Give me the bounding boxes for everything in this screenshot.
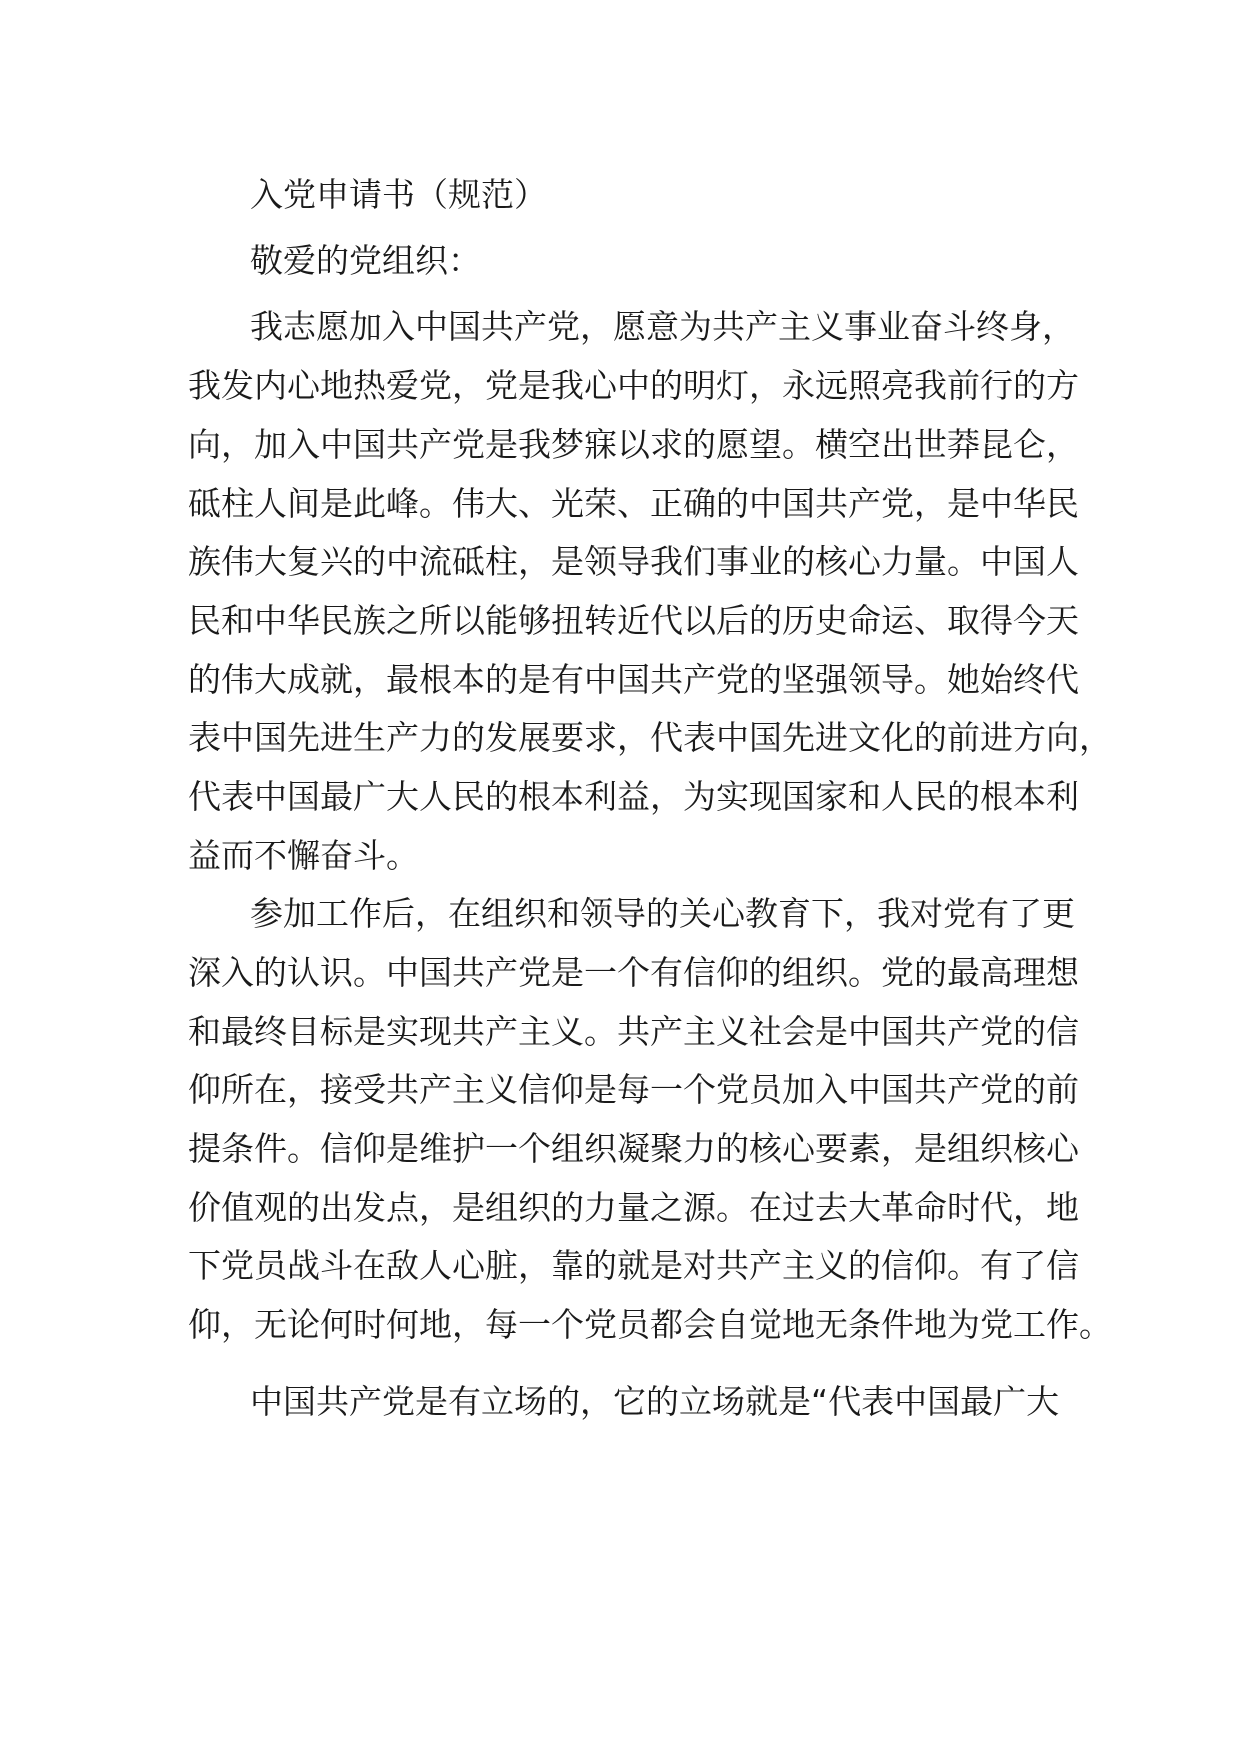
paragraph-line: 我志愿加入中国共产党，愿意为共产主义事业奋斗终身，: [250, 307, 1075, 346]
paragraph-line: 族伟大复兴的中流砥柱，是领导我们事业的核心力量。中国人: [188, 542, 1079, 581]
paragraph-line: 表中国先进生产力的发展要求，代表中国先进文化的前进方向，: [188, 718, 1112, 757]
paragraph-line: 砥柱人间是此峰。伟大、光荣、正确的中国共产党，是中华民: [188, 484, 1079, 523]
paragraph-line: 仰所在，接受共产主义信仰是每一个党员加入中国共产党的前: [188, 1070, 1079, 1109]
paragraph-line: 中国共产党是有立场的，它的立场就是“代表中国最广大: [250, 1382, 1060, 1421]
salutation: 敬爱的党组织：: [250, 241, 481, 280]
document-title: 入党申请书（规范）: [250, 175, 547, 214]
paragraph-line: 和最终目标是实现共产主义。共产主义社会是中国共产党的信: [188, 1012, 1079, 1051]
paragraph-line: 提条件。信仰是维护一个组织凝聚力的核心要素，是组织核心: [188, 1129, 1079, 1168]
paragraph-line: 代表中国最广大人民的根本利益，为实现国家和人民的根本利: [188, 777, 1079, 816]
paragraph-line: 我发内心地热爱党，党是我心中的明灯，永远照亮我前行的方: [188, 366, 1079, 405]
paragraph-line: 的伟大成就，最根本的是有中国共产党的坚强领导。她始终代: [188, 660, 1079, 699]
paragraph-line: 民和中华民族之所以能够扭转近代以后的历史命运、取得今天: [188, 601, 1079, 640]
paragraph-line: 益而不懈奋斗。: [188, 836, 419, 875]
paragraph-line: 下党员战斗在敌人心脏，靠的就是对共产主义的信仰。有了信: [188, 1246, 1079, 1285]
paragraph-line: 深入的认识。中国共产党是一个有信仰的组织。党的最高理想: [188, 953, 1079, 992]
paragraph-line: 参加工作后，在组织和领导的关心教育下，我对党有了更: [250, 894, 1075, 933]
paragraph-line: 价值观的出发点，是组织的力量之源。在过去大革命时代，地: [188, 1188, 1079, 1227]
paragraph-line: 仰，无论何时何地，每一个党员都会自觉地无条件地为党工作。: [188, 1305, 1112, 1344]
paragraph-line: 向，加入中国共产党是我梦寐以求的愿望。横空出世莽昆仑，: [188, 425, 1079, 464]
